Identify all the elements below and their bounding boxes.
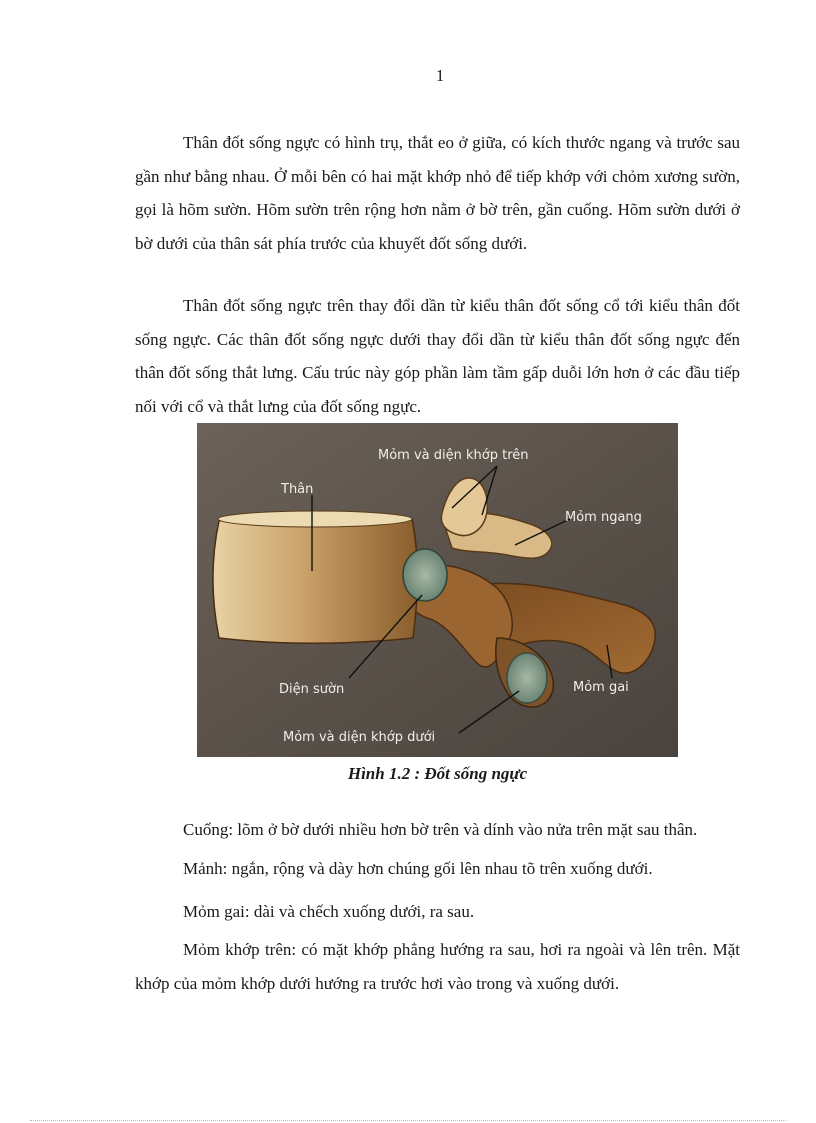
label-lower-process: Mỏm và diện khớp dưới bbox=[283, 730, 436, 745]
label-upper-process: Mỏm và diện khớp trên bbox=[378, 448, 529, 463]
text-pedicle: Cuống: lõm ở bờ dưới nhiều hơn bờ trên và dính vào nửa trên mặt sau thân. bbox=[183, 820, 698, 839]
thoracic-vertebra-figure bbox=[197, 423, 678, 757]
text-spinous-process: Mỏm gai: dài và chếch xuống dưới, ra sau. bbox=[183, 902, 475, 921]
paragraph-vertebral-transition: Thân đốt sống ngực trên thay đổi dần từ kiểu thân đốt sống cổ tới kiểu thân đốt sống ngực. Các thân đốt sống ngực dưới thay đổi dần từ kiểu thân đốt sống ngực đến thân đốt sống thắt lưng. Cấu trúc này góp phần làm tầm gấp duỗi lớn hơn ở các đầu tiếp nối với cổ và thắt lưng của đốt sống ngực. bbox=[135, 296, 740, 416]
vertebral-body-shape bbox=[213, 514, 417, 643]
vertebra-illustration bbox=[197, 423, 678, 757]
text-superior-articular-process: Mỏm khớp trên: có mặt khớp phẳng hướng ra sau, hơi ra ngoài và lên trên. Mặt khớp của mỏm khớp dưới hướng ra trước hơi vào trong và xuống dưới. bbox=[135, 940, 740, 993]
page-bottom-divider bbox=[30, 1120, 786, 1121]
label-body: Thân bbox=[281, 482, 314, 497]
label-spinous-process: Mỏm gai bbox=[573, 680, 629, 695]
text-lamina: Mảnh: ngắn, rộng và dày hơn chúng gối lên nhau tõ trên xuống dưới. bbox=[183, 859, 653, 878]
label-costal-facet: Diện sườn bbox=[279, 682, 345, 697]
page-number: 1 bbox=[435, 66, 445, 85]
body-top-rim bbox=[218, 511, 412, 527]
paragraph-vertebral-body: Thân đốt sống ngực có hình trụ, thắt eo ở giữa, có kích thước ngang và trước sau gần như bằng nhau. Ở mỗi bên có hai mặt khớp nhỏ để tiếp khớp với chỏm xương sườn, gọi là hõm sườn. Hõm sườn trên rộng hơn nằm ở bờ trên, gần cuống. Hõm sườn dưới ở bờ dưới của thân sát phía trước của khuyết đốt sống dưới. bbox=[135, 133, 740, 253]
label-transverse-process: Mỏm ngang bbox=[565, 510, 642, 525]
costal-facet-shape bbox=[403, 549, 447, 601]
figure-caption: Hình 1.2 : Đốt sống ngực bbox=[347, 764, 528, 783]
